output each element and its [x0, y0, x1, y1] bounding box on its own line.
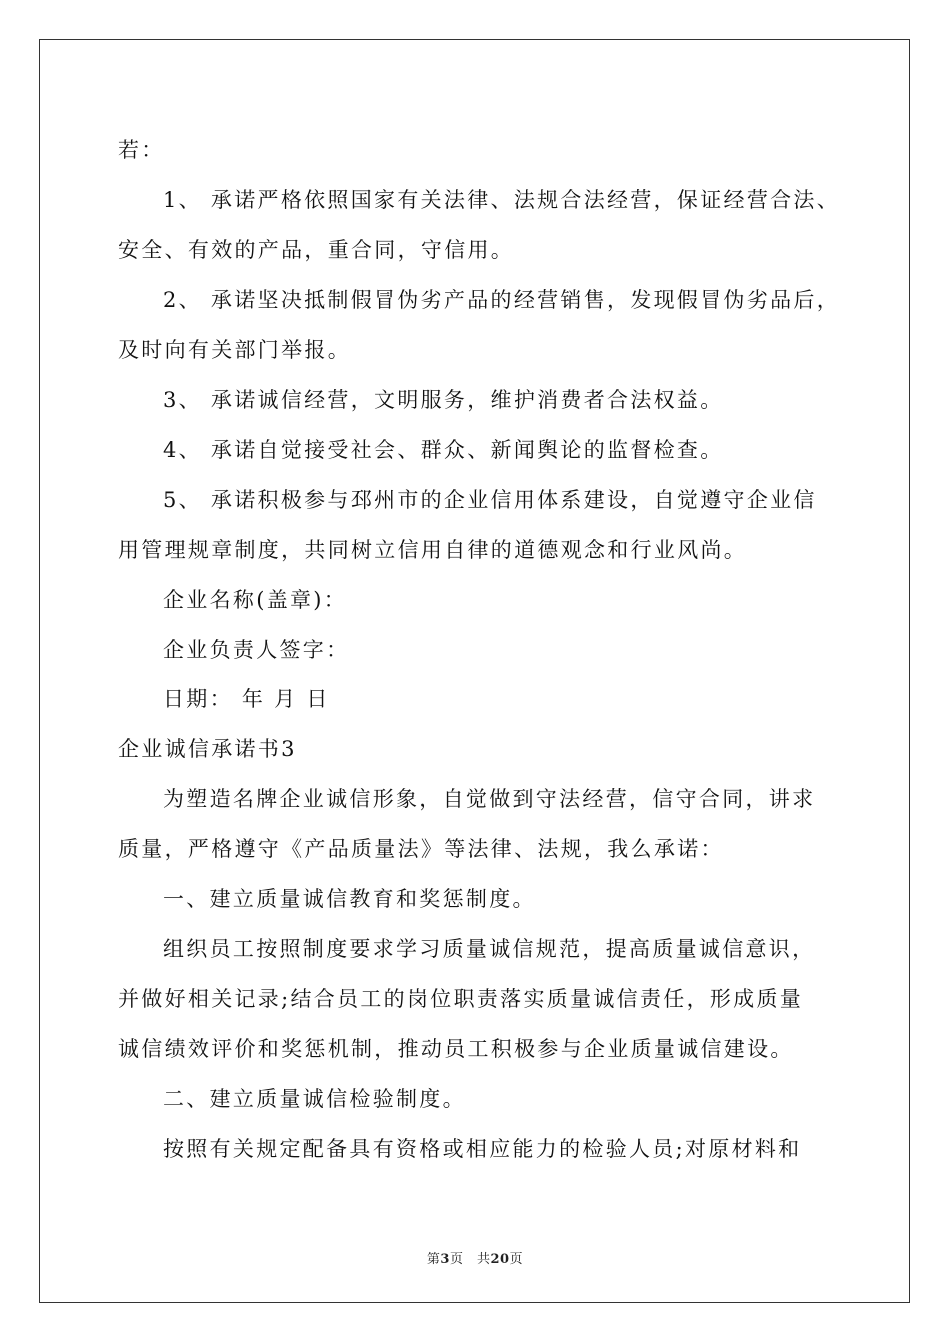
page-footer: [0, 1248, 950, 1267]
text-line-5: 及时向有关部门举报。: [118, 338, 351, 362]
text-line-1: 若：: [118, 138, 165, 162]
text-line-15: 质量，严格遵守《产品质量法》等法律、法规，我么承诺：: [118, 837, 724, 861]
text-line-18: 并做好相关记录;结合员工的岗位职责落实质量诚信责任，形成质量: [118, 987, 804, 1011]
text-line-9: 用管理规章制度，共同树立信用自律的道德观念和行业风尚。: [118, 538, 748, 562]
text-line-14: 为塑造名牌企业诚信形象，自觉做到守法经营，信守合同，讲求: [163, 787, 816, 811]
text-line-4: 2、 承诺坚决抵制假冒伪劣产品的经营销售，发现假冒伪劣品后，: [163, 288, 841, 312]
text-line-8: 5、 承诺积极参与邳州市的企业信用体系建设，自觉遵守企业信: [163, 488, 817, 512]
section-heading: 企业诚信承诺书3: [118, 737, 297, 761]
text-line-19: 诚信绩效评价和奖惩机制，推动员工积极参与企业质量诚信建设。: [118, 1037, 794, 1061]
text-line-7: 4、 承诺自觉接受社会、群众、新闻舆论的监督检查。: [163, 438, 724, 462]
text-line-2: 1、 承诺严格依照国家有关法律、法规合法经营，保证经营合法、: [163, 188, 841, 212]
text-line-3: 安全、有效的产品，重合同，守信用。: [118, 238, 515, 262]
current-page-number: 3: [440, 1252, 450, 1267]
footer-suffix: 页: [509, 1252, 524, 1267]
text-line-17: 组织员工按照制度要求学习质量诚信规范，提高质量诚信意识，: [163, 937, 816, 961]
text-line-11: 企业负责人签字：: [163, 638, 350, 662]
text-line-10: 企业名称(盖章)：: [163, 588, 348, 612]
text-line-21: 按照有关规定配备具有资格或相应能力的检验人员;对原材料和: [163, 1137, 802, 1161]
text-line-16: 一、建立质量诚信教育和奖惩制度。: [163, 887, 536, 911]
total-page-number: 20: [490, 1252, 510, 1267]
text-line-12: 日期： 年 月 日: [163, 687, 330, 711]
footer-prefix: 第: [426, 1252, 441, 1267]
text-line-6: 3、 承诺诚信经营，文明服务，维护消费者合法权益。: [163, 388, 724, 412]
text-line-20: 二、建立质量诚信检验制度。: [163, 1087, 466, 1111]
footer-mid: 页 共: [449, 1252, 491, 1267]
